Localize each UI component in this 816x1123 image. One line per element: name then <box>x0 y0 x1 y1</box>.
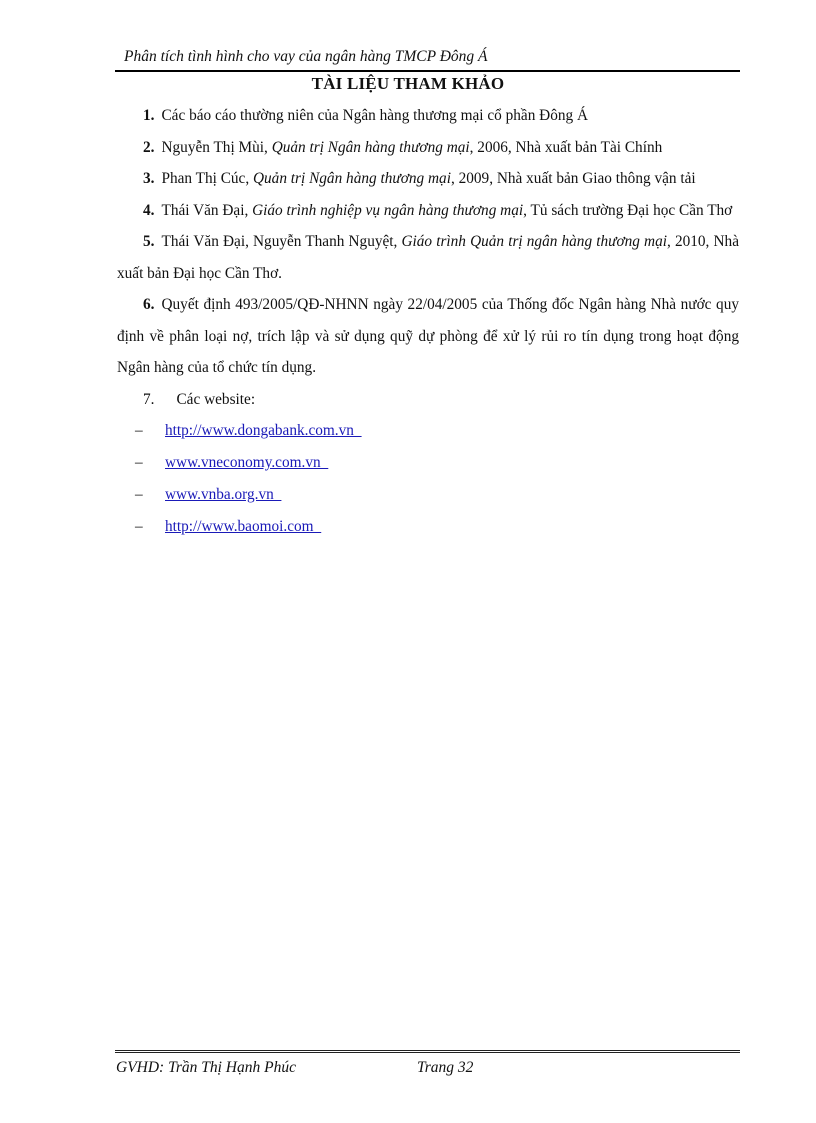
reference-book-title: Quản trị Ngân hàng thương mại <box>252 170 451 187</box>
reference-number: 6. <box>143 296 155 313</box>
page-footer <box>115 1050 740 1076</box>
dash-bullet: – <box>135 518 143 535</box>
reference-number: 1. <box>143 107 155 124</box>
page-number: Trang 32 <box>417 1059 474 1076</box>
reference-number: 7. <box>143 390 155 408</box>
reference-item: 2. Nguyễn Thị Mùi, Quản trị Ngân hàng thương mại, 2006, Nhà xuất bản Tài Chính <box>143 138 663 156</box>
website-list <box>117 415 739 543</box>
reference-number: 3. <box>143 170 155 187</box>
website-item <box>117 511 739 543</box>
reference-number: 5. <box>143 233 155 250</box>
reference-item-websites: 7. Các website: <box>143 390 256 408</box>
page-title: TÀI LIỆU THAM KHẢO <box>311 74 505 93</box>
website-item <box>117 479 739 511</box>
website-link-dongabank[interactable]: http://www.dongabank.com.vn <box>165 422 362 439</box>
reference-item: 1. Các báo cáo thường niên của Ngân hàng thương mại cổ phần Đông Á <box>143 107 589 124</box>
website-item <box>117 415 739 447</box>
reference-book-title: Giáo trình Quản trị ngân hàng thương mại <box>401 233 667 250</box>
dash-bullet: – <box>135 422 143 439</box>
advisor-name: GVHD: Trần Thị Hạnh Phúc <box>116 1059 296 1076</box>
reference-item: 6. Quyết định 493/2005/QĐ-NHNN ngày 22/04/2005 của Thống đốc Ngân hàng Nhà nước quy định về phân loại nợ, trích lập và sử dụng quỹ dự phòng để xử lý rủi ro tín dụng trong hoạt động Ngân hàng của tổ chức tín dụng. <box>117 296 739 376</box>
reference-list <box>117 100 739 543</box>
website-link-baomoi[interactable]: http://www.baomoi.com <box>165 518 322 535</box>
website-link-vnba[interactable]: www.vnba.org.vn <box>165 486 282 503</box>
reference-book-title: Giáo trình nghiệp vụ ngân hàng thương mại <box>252 201 524 219</box>
dash-bullet: – <box>135 454 143 471</box>
reference-number: 4. <box>143 201 155 219</box>
website-link-vneconomy[interactable]: www.vneconomy.com.vn <box>165 454 329 471</box>
reference-item: 5. Thái Văn Đại, Nguyễn Thanh Nguyệt, Giáo trình Quản trị ngân hàng thương mại, 2010, Nhà xuất bản Đại học Cần Thơ. <box>117 233 739 282</box>
website-item <box>117 447 739 479</box>
page-header <box>115 46 740 72</box>
running-title: Phân tích tình hình cho vay của ngân hàng TMCP Đông Á <box>124 48 488 65</box>
reference-item: 4. Thái Văn Đại, Giáo trình nghiệp vụ ngân hàng thương mại, Tủ sách trường Đại học Cần Thơ <box>143 201 733 219</box>
reference-number: 2. <box>143 138 155 156</box>
reference-book-title: Quản trị Ngân hàng thương mại <box>271 138 470 156</box>
dash-bullet: – <box>135 486 143 503</box>
reference-item: 3. Phan Thị Cúc, Quản trị Ngân hàng thương mại, 2009, Nhà xuất bản Giao thông vận tải <box>143 170 696 187</box>
